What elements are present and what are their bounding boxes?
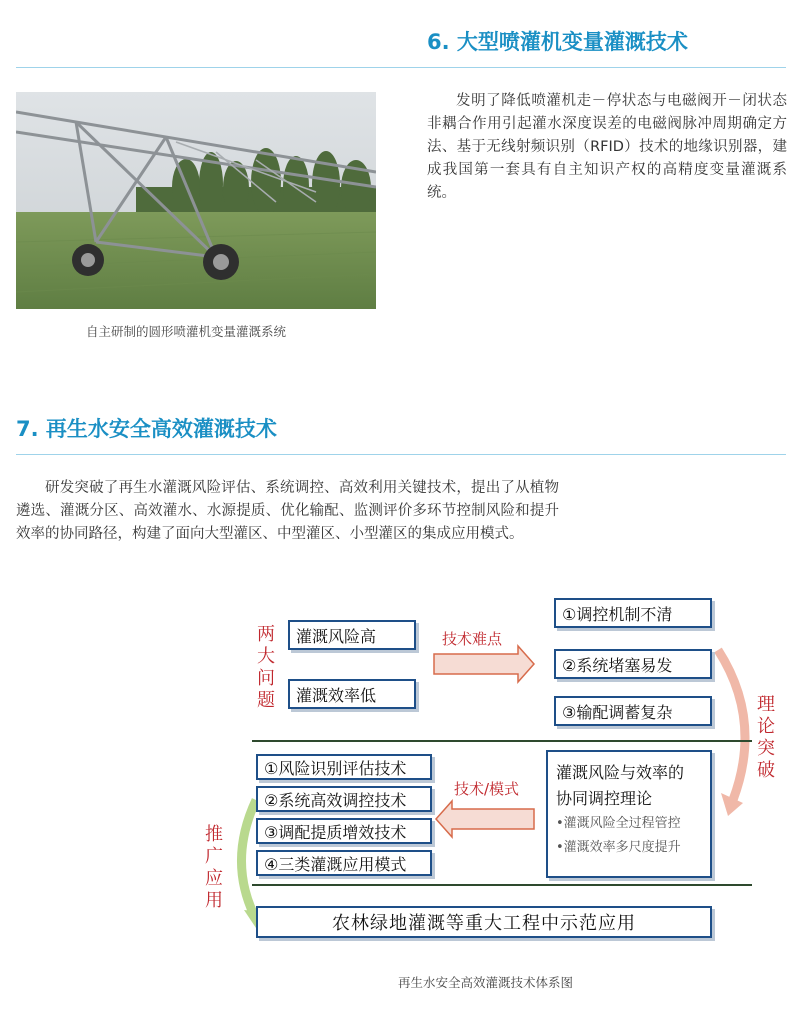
technology-system-diagram [205,590,788,950]
problem-box-1: 灌溉风险高 [288,620,416,650]
section-6-paragraph: 发明了降低喷灌机走－停状态与电磁阀开－闭状态非耦合作用引起灌水深度误差的电磁阀脉冲周期确定方法、基于无线射频识别（RFID）技术的地缘识别器，建成我国第一套具有自主知识产权的高精度变量灌溉系统。 [427,93,787,201]
theory-curve-arrow [718,650,745,800]
section-6-divider [16,67,786,68]
difficulty-box-3: ③输配调蓄复杂 [554,696,712,726]
section-7-paragraph: 研发突破了再生水灌溉风险评估、系统调控、高效利用关键技术，提出了从植物遴选、灌溉分区、高效灌水、水源提质、优化输配、监测评价多环节控制风险和提升效率的协同路径，构建了面向大型灌区、中型灌区、小型灌区的集成应用模式。 [16,480,559,542]
promotion-curve-arrow [241,800,256,915]
irrigation-machine-photo [16,92,376,309]
problem-box-2: 灌溉效率低 [288,679,416,709]
theory-point-2: •灌溉效率多尺度提升 [556,840,681,855]
tech-box-2: ②系统高效调控技术 [256,786,432,812]
difficulty-arrow [434,646,534,682]
application-box: 农林绿地灌溉等重大工程中示范应用 [256,906,712,938]
photo-caption: 自主研制的圆形喷灌机变量灌溉系统 [86,324,287,339]
section-6-title: 6. 大型喷灌机变量灌溉技术 [427,30,688,54]
problems-label: 两大问题 [257,624,275,711]
lower-separator [252,884,752,886]
theory-box [546,750,712,878]
section-7-divider [16,454,786,455]
tech-box-1: ①风险识别评估技术 [256,754,432,780]
section-7-title: 7. 再生水安全高效灌溉技术 [16,417,277,441]
upper-separator [252,740,752,742]
tech-box-3: ③调配提质增效技术 [256,818,432,844]
diagram-caption: 再生水安全高效灌溉技术体系图 [398,975,574,990]
theory-label: 理论突破 [757,694,775,781]
difficulty-box-1: ①调控机制不清 [554,598,712,628]
tech-arrow [436,801,534,837]
promotion-label: 推广应用 [205,824,223,911]
theory-title-line-1: 灌溉风险与效率的 [556,763,685,782]
tech-box-4: ④三类灌溉应用模式 [256,850,432,876]
difficulty-box-2: ②系统堵塞易发 [554,649,712,679]
theory-point-1: •灌溉风险全过程管控 [556,816,681,831]
difficulty-label: 技术难点 [442,630,503,648]
tech-label: 技术/模式 [454,780,520,798]
theory-title-line-2: 协同调控理论 [556,789,653,808]
